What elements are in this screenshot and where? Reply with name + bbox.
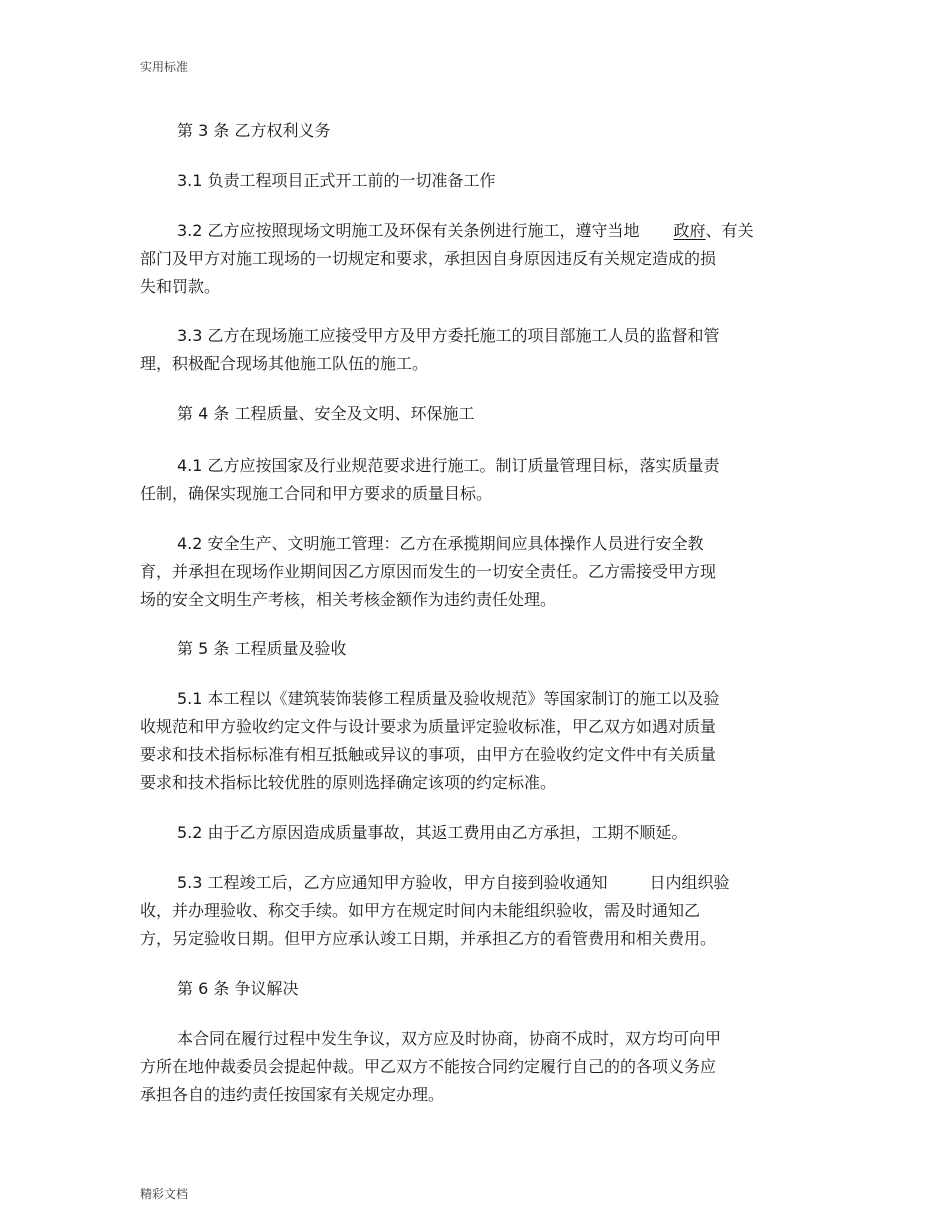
article-3-title: 第 3 条 乙方权利义务 bbox=[177, 121, 331, 140]
clause-3-2-text-a: 3.2 乙方应按照现场文明施工及环保有关条例进行施工，遵守当地 bbox=[177, 221, 640, 240]
article-6-line-2: 方所在地仲裁委员会提起仲裁。甲乙双方不能按合同约定履行自己的的各项义务应 bbox=[140, 1057, 717, 1076]
clause-3-2-line-1 bbox=[177, 221, 754, 241]
clause-5-2: 5.2 由于乙方原因造成质量事故，其返工费用由乙方承担，工期不顺延。 bbox=[177, 823, 688, 842]
clause-5-1-line-4: 要求和技术指标比较优胜的原则选择确定该项的约定标准。 bbox=[140, 773, 557, 792]
clause-5-3-text-b: 日内组织验 bbox=[649, 873, 730, 892]
clause-5-1-line-3: 要求和技术指标标准有相互抵触或异议的事项，由甲方在验收约定文件中有关质量 bbox=[140, 745, 717, 764]
article-6-line-1: 本合同在履行过程中发生争议，双方应及时协商，协商不成时，双方均可向甲 bbox=[177, 1029, 722, 1048]
clause-5-3-line-2: 收，并办理验收、称交手续。如甲方在规定时间内未能组织验收，需及时通知乙 bbox=[140, 901, 701, 920]
clause-3-2-text-b: 、有关 bbox=[705, 221, 754, 240]
clause-4-2-line-1: 4.2 安全生产、文明施工管理：乙方在承揽期间应具体操作人员进行安全教 bbox=[177, 534, 704, 553]
clause-3-3-line-2: 理，积极配合现场其他施工队伍的施工。 bbox=[140, 354, 429, 373]
clause-5-3-text-a: 5.3 工程竣工后，乙方应通知甲方验收，甲方自接到验收通知 bbox=[177, 873, 608, 892]
clause-4-1-line-2: 任制，确保实现施工合同和甲方要求的质量目标。 bbox=[140, 484, 493, 503]
government-link[interactable]: 政府 bbox=[673, 221, 706, 240]
clause-3-2-line-3: 失和罚款。 bbox=[140, 277, 221, 296]
clause-3-1: 3.1 负责工程项目正式开工前的一切准备工作 bbox=[177, 171, 496, 190]
clause-5-3-line-1 bbox=[177, 873, 730, 893]
clause-3-3-line-1: 3.3 乙方在现场施工应接受甲方及甲方委托施工的项目部施工人员的监督和管 bbox=[177, 326, 720, 345]
page-header: 实用标准 bbox=[140, 60, 189, 74]
page-footer: 精彩文档 bbox=[140, 1187, 189, 1201]
article-5-title: 第 5 条 工程质量及验收 bbox=[177, 639, 347, 658]
clause-4-1-line-1: 4.1 乙方应按国家及行业规范要求进行施工。制订质量管理目标，落实质量责 bbox=[177, 456, 720, 475]
clause-4-2-line-3: 场的安全文明生产考核，相关考核金额作为违约责任处理。 bbox=[140, 590, 557, 609]
clause-5-1-line-1: 5.1 本工程以《建筑装饰装修工程质量及验收规范》等国家制订的施工以及验 bbox=[177, 689, 720, 708]
clause-5-3-line-3: 方，另定验收日期。但甲方应承认竣工日期，并承担乙方的看管费用和相关费用。 bbox=[140, 929, 717, 948]
clause-4-2-line-2: 育，并承担在现场作业期间因乙方原因而发生的一切安全责任。乙方需接受甲方现 bbox=[140, 562, 717, 581]
article-6-title: 第 6 条 争议解决 bbox=[177, 979, 299, 998]
clause-3-2-line-2: 部门及甲方对施工现场的一切规定和要求，承担因自身原因违反有关规定造成的损 bbox=[140, 249, 717, 268]
article-4-title: 第 4 条 工程质量、安全及文明、环保施工 bbox=[177, 404, 475, 423]
article-6-line-3: 承担各自的违约责任按国家有关规定办理。 bbox=[140, 1085, 445, 1104]
clause-5-1-line-2: 收规范和甲方验收约定文件与设计要求为质量评定验收标准，甲乙双方如遇对质量 bbox=[140, 717, 717, 736]
